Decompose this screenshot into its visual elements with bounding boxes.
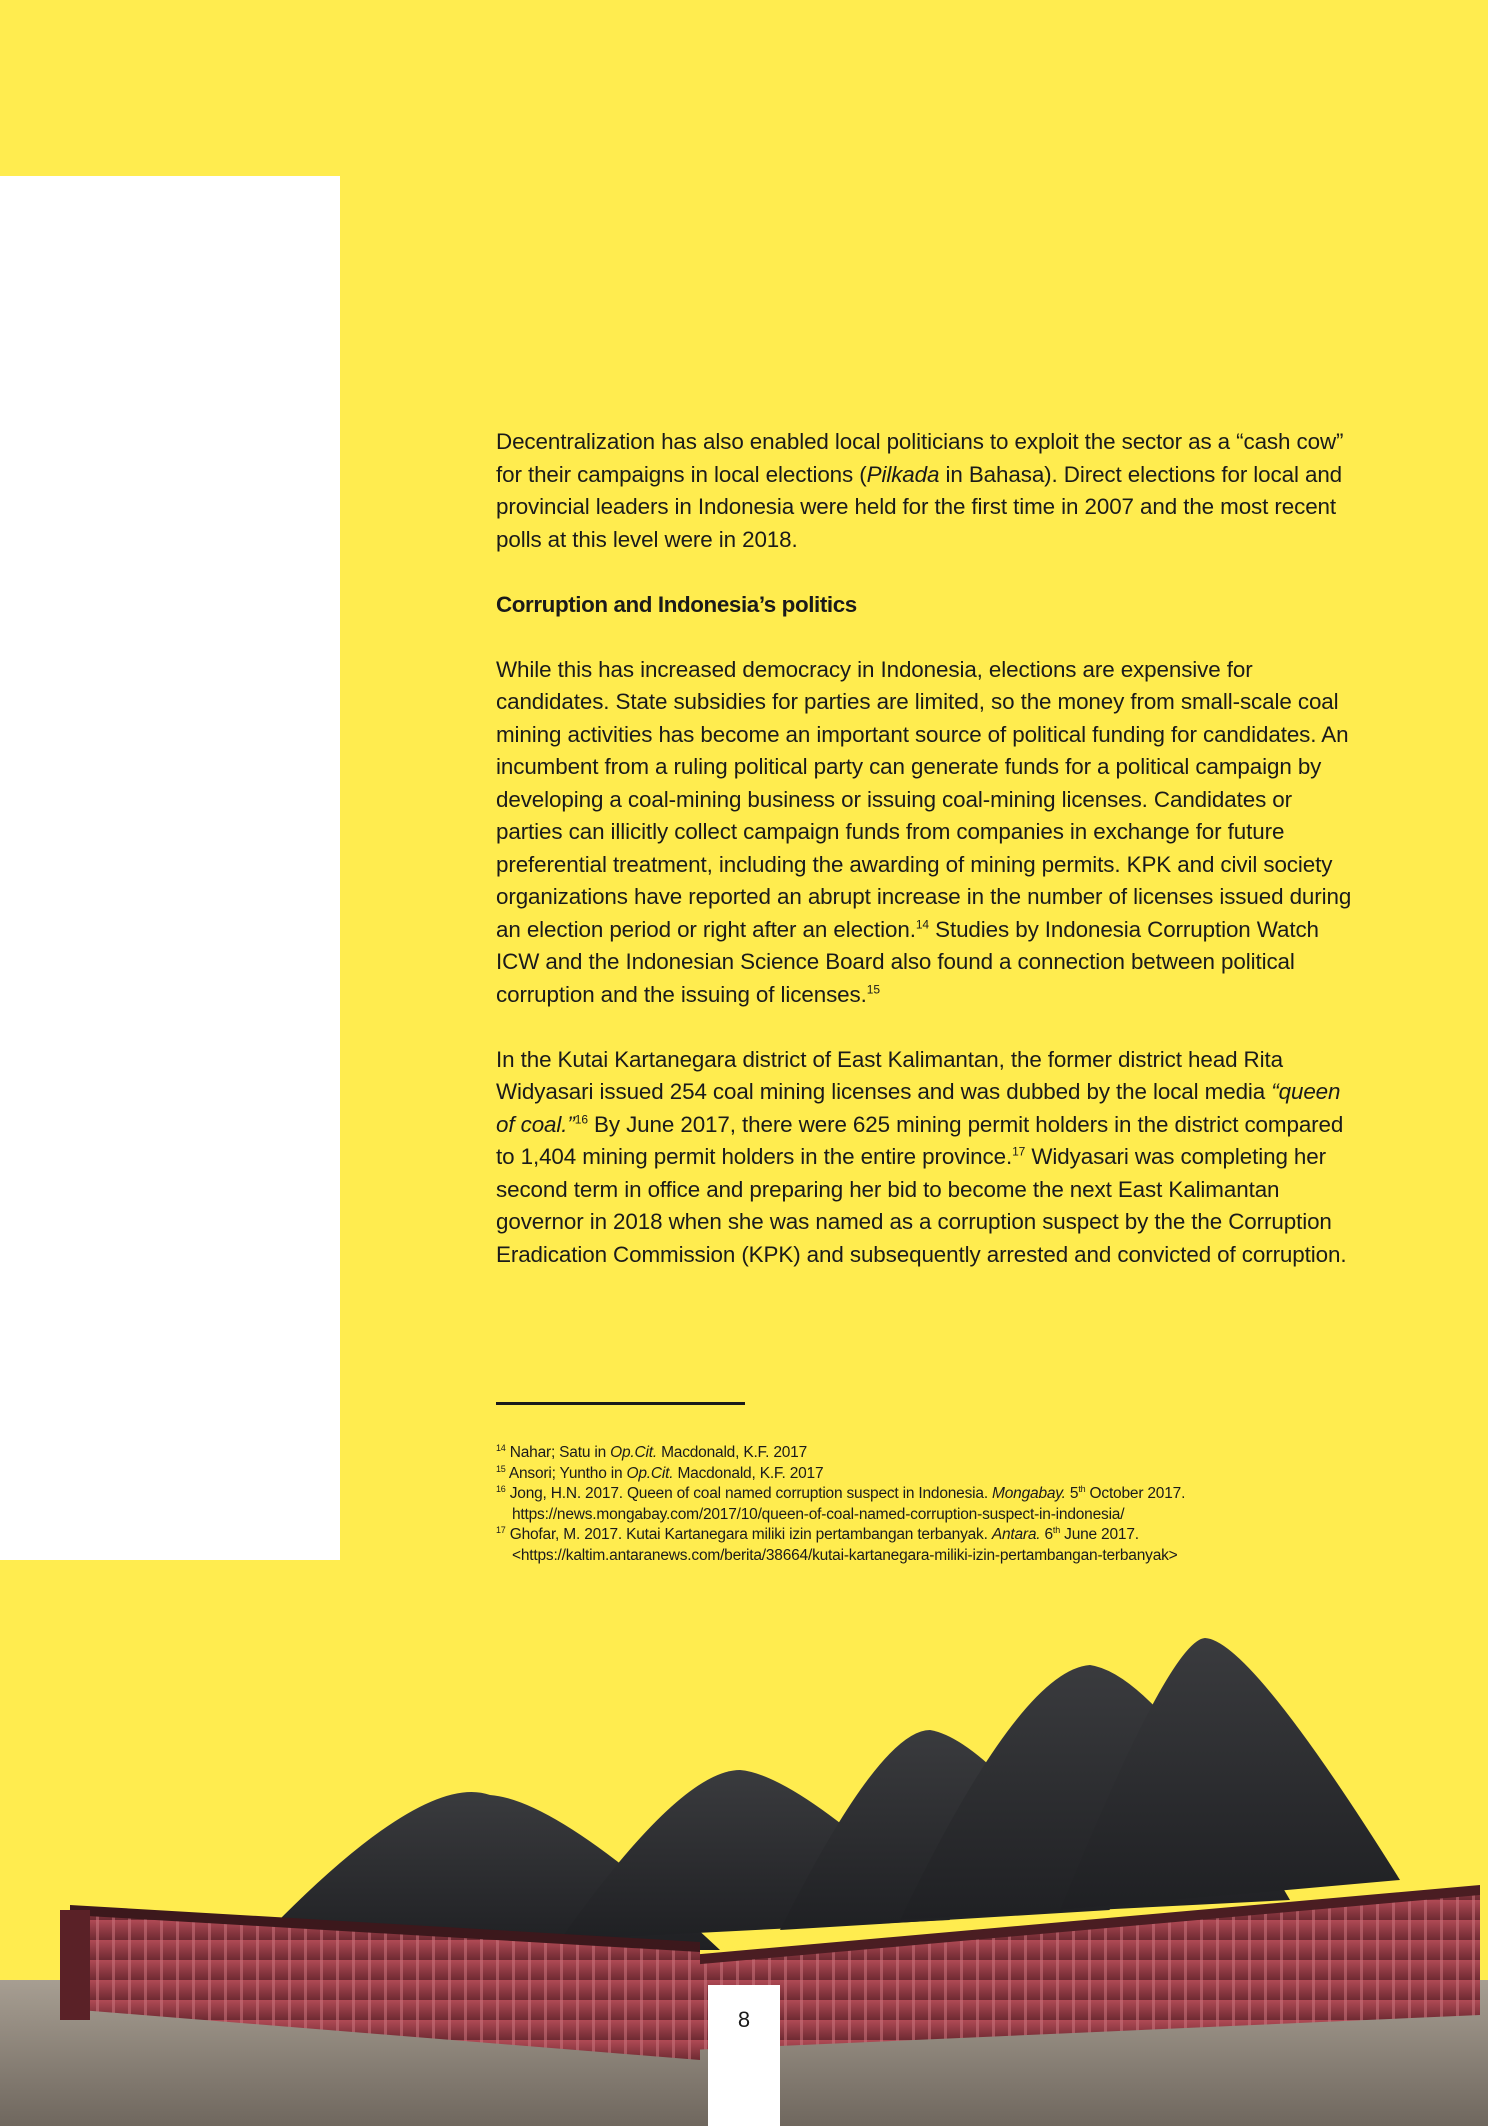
- footnote-17-url[interactable]: <https://kaltim.antaranews.com/berita/38664/kutai-kartanegara-miliki-izin-pertambangan-terbanyak>: [512, 1546, 1178, 1564]
- queen-of-coal-quote: “queen of coal.”: [496, 1079, 1341, 1137]
- footnote-16: $^{16}$ Jong, H.N. 2017. Queen of coal named corruption suspect in Indonesia. Mongabay. 5th October 2017. https://news.mongabay.com/2017/10/queen-of-coal-named-corruption-suspect-in-indonesia/: [496, 1484, 1396, 1525]
- paragraph-elections: While this has increased democracy in Indonesia, elections are expensive for candidates. State subsidies for parties are limited, so the money from small-scale coal mining activities has become an important source of political funding for candidates. An incumbent from a ruling political party can generate funds for a political campaign by developing a coal-mining business or issuing coal-mining licenses. Candidates or parties can illicitly collect campaign funds from companies in exchange for future preferential treatment, including the awarding of mining permits. KPK and civil society organizations have reported an abrupt increase in the number of licenses issued during an election period or right after an election.$^{14}$ Studies by Indonesia Corruption Watch ICW and the Indonesian Science Board also found a connection between political corruption and the issuing of licenses.$^{15}$: [496, 656, 1352, 1007]
- page-number: 8: [737, 2007, 751, 2032]
- footnotes: [496, 1443, 1396, 1566]
- footnote-ref-15[interactable]: 15: [866, 982, 880, 997]
- footnote-16-url[interactable]: https://news.mongabay.com/2017/10/queen-of-coal-named-corruption-suspect-in-indonesia/: [512, 1505, 1125, 1523]
- pilkada-term: Pilkada: [866, 461, 940, 487]
- page-number-tab: [708, 1985, 780, 2126]
- footnote-15: $^{15}$ Ansori; Yuntho in Op.Cit. Macdonald, K.F. 2017: [496, 1463, 824, 1482]
- footnote-divider: [496, 1402, 745, 1405]
- paragraph-kutai-kartanegara: In the Kutai Kartanegara district of East Kalimantan, the former district head Rita Widyasari issued 254 coal mining licenses and was dubbed by the local media “queen of coal.”$^{16}$ By June 2017, there were 625 mining permit holders in the district compared to 1,404 mining permit holders in the entire province.$^{17}$ Widyasari was completing her second term in office and preparing her bid to become the next East Kalimantan governor in 2018 when she was named as a corruption suspect by the the Corruption Eradication Commission (KPK) and subsequently arrested and convicted of corruption.: [496, 1046, 1347, 1267]
- footnote-ref-14[interactable]: 14: [915, 917, 929, 932]
- footnote-17: $^{17}$ Ghofar, M. 2017. Kutai Kartanegara miliki izin pertambangan terbanyak. Antara. 6th June 2017. <https://kaltim.antaranews.com/berita/38664/kutai-kartanegara-miliki-izin-pertambangan-terbanyak>: [496, 1525, 1396, 1566]
- footnote-14: $^{14}$ Nahar; Satu in Op.Cit. Macdonald, K.F. 2017: [496, 1442, 808, 1461]
- main-text: [496, 426, 1358, 1304]
- paragraph-decentralization: Decentralization has also enabled local politicians to exploit the sector as a “cash cow” for their campaigns in local elections (Pilkada in Bahasa). Direct elections for local and provincial leaders in Indonesia were held for the first time in 2007 and the most recent polls at this level were in 2018.: [496, 429, 1344, 552]
- section-heading: Corruption and Indonesia’s politics: [496, 591, 857, 617]
- footnote-ref-16[interactable]: 16: [574, 1112, 588, 1127]
- white-side-panel: [0, 176, 340, 1560]
- footnote-ref-17[interactable]: 17: [1012, 1144, 1026, 1159]
